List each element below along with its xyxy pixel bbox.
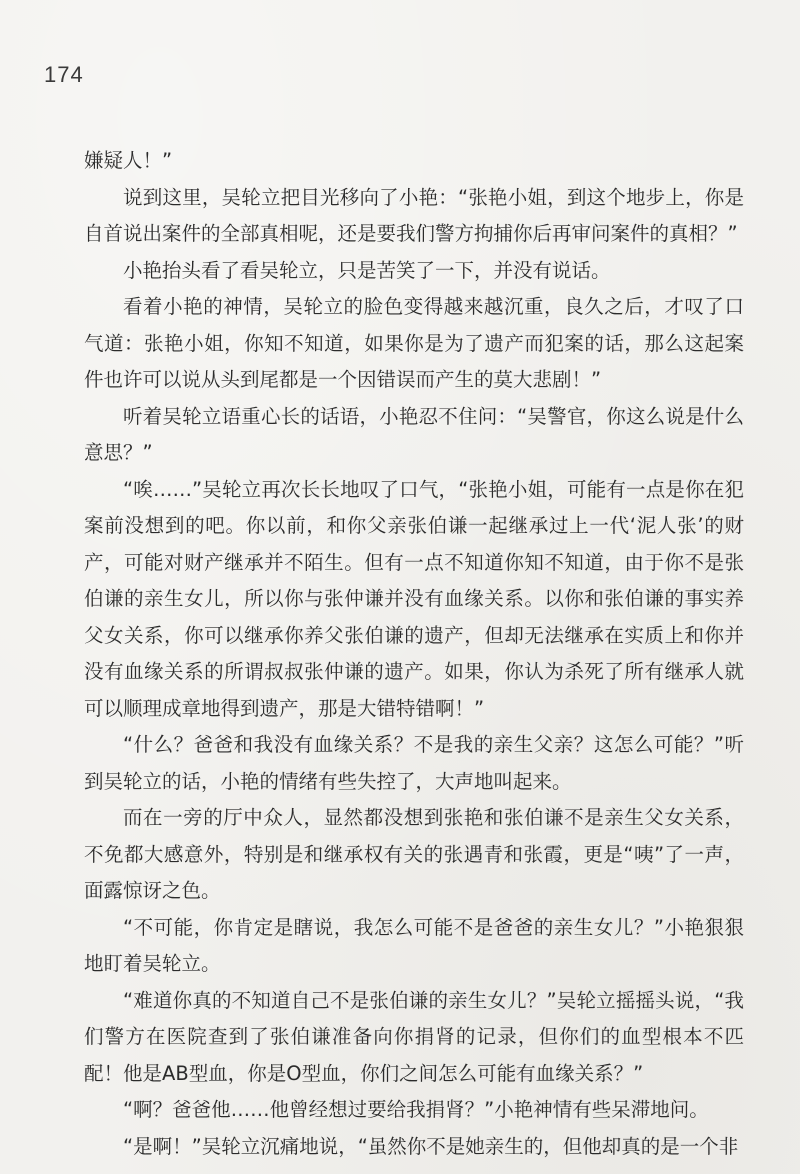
paragraph: 小艳抬头看了看吴轮立，只是苦笑了一下，并没有说话。: [123, 258, 611, 282]
paragraph: 听着吴轮立语重心长的话语，小艳忍不住问：“吴警官，你这么说是什么意思？”: [84, 404, 744, 464]
paragraph: 而在一旁的厅中众人，显然都没想到张艳和张伯谦不是亲生父女关系，不免都大感意外，特别是和继承权有关的张遇青和张霞，更是“咦”了一声，面露惊讶之色。: [84, 806, 744, 902]
body-text: [84, 143, 744, 1165]
paragraph: 看着小艳的神情，吴轮立的脸色变得越来越沉重，良久之后，才叹了口气道：张艳小姐，你知不知道，如果你是为了遗产而犯案的话，那么这起案件也许可以说从头到尾都是一个因错误而产生的莫大悲剧！”: [84, 295, 744, 391]
paragraph: 嫌疑人！”: [84, 149, 173, 172]
page-number: 174: [44, 62, 84, 87]
paragraph: “啊？爸爸他……他曾经想过要给我捐肾？”小艳神情有些呆滞地问。: [123, 1098, 709, 1121]
paragraph: 说到这里，吴轮立把目光移向了小艳：“张艳小姐，到这个地步上，你是自首说出案件的全部真相呢，还是要我们警方拘捕你后再审问案件的真相？”: [84, 185, 744, 245]
paragraph: “难道你真的不知道自己不是张伯谦的亲生女儿？”吴轮立摇摇头说，“我们警方在医院查到了张伯谦准备向你捐肾的记录，但你们的血型根本不匹配！他是AB型血，你是O型血，你们之间怎么可能有血缘关系？”: [84, 988, 744, 1085]
paragraph: “什么？爸爸和我没有血缘关系？不是我的亲生父亲？这怎么可能？”听到吴轮立的话，小艳的情绪有些失控了，大声地叫起来。: [84, 733, 744, 793]
paragraph: “不可能，你肯定是瞎说，我怎么可能不是爸爸的亲生女儿？”小艳狠狠地盯着吴轮立。: [84, 915, 744, 975]
paragraph: “是啊！”吴轮立沉痛地说，“虽然你不是她亲生的，但他却真的是一个非: [123, 1134, 739, 1158]
paragraph: “唉……”吴轮立再次长长地叹了口气，“张艳小姐，可能有一点是你在犯案前没想到的吧。你以前，和你父亲张伯谦一起继承过上一代‘泥人张’的财产，可能对财产继承并不陌生。但有一点不知道你知不知道，由于你不是张伯谦的亲生女儿，所以你与张仲谦并没有血缘关系。以你和张伯谦的事实养父女关系，你可以继承你养父张伯谦的遗产，但却无法继承在实质上和你并没有血缘关系的所谓叔叔张仲谦的遗产。如果，你认为杀死了所有继承人就可以顺理成章地得到遗产，那是大错特错啊！”: [84, 477, 744, 720]
